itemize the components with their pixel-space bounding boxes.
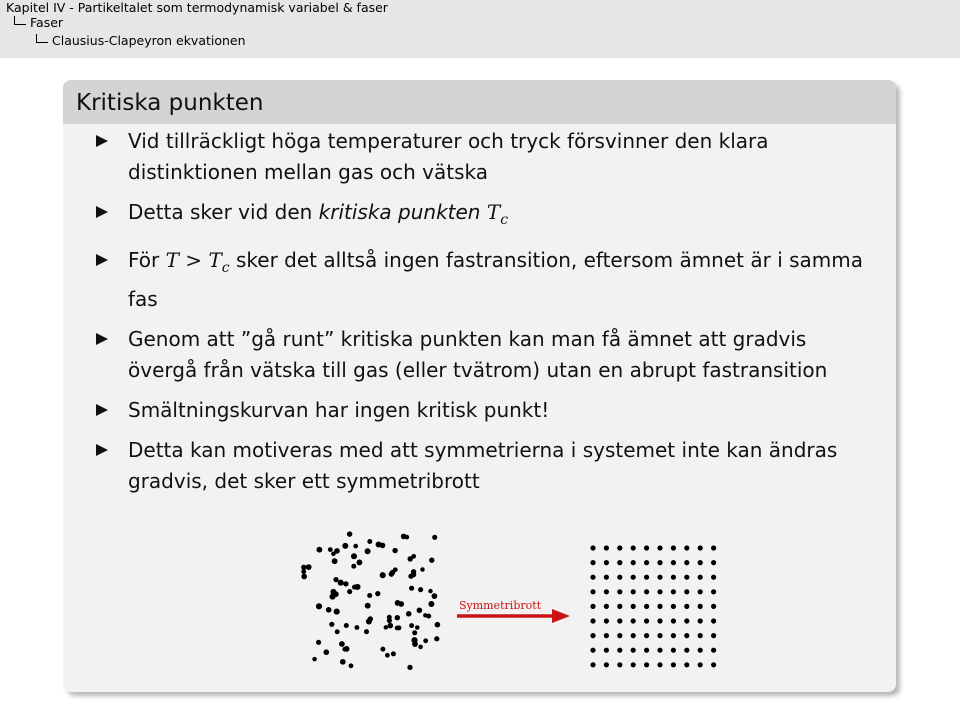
list-item	[63, 324, 896, 386]
section-title: Faser	[30, 15, 64, 30]
math-symbol: T	[208, 248, 222, 272]
math-subscript: c	[221, 260, 230, 276]
breadcrumb-subsection	[36, 33, 246, 48]
item-text: Detta sker vid den	[128, 200, 319, 224]
block-title: Kritiska punkten	[63, 80, 896, 124]
subsection-title: Clausius-Clapeyron ekvationen	[52, 33, 246, 48]
arrow-label: Symmetribrott	[459, 599, 542, 612]
list-item	[63, 197, 896, 236]
list-item	[63, 435, 896, 497]
item-text: Genom att ”gå runt” kritiska punkten kan man få ämnet att gradvis övergå från vätska till gas (eller tvätrom) utan en abrupt fastransition	[128, 327, 828, 382]
chapter-title: Kapitel IV - Partikeltalet som termodynamisk variabel & faser	[6, 0, 388, 15]
list-item	[63, 245, 896, 315]
triangle-bullet-icon	[96, 333, 108, 345]
math-symbol: T	[165, 248, 179, 272]
item-text: Vid tillräckligt höga temperaturer och tryck försvinner den klara distinktionen mellan gas och vätska	[128, 129, 769, 184]
math-operator: >	[178, 248, 209, 272]
item-text: Detta kan motiveras med att symmetrierna i systemet inte kan ändras gradvis, det sker ett symmetribrott	[128, 438, 838, 493]
tree-line-icon	[14, 16, 26, 25]
list-item	[63, 395, 896, 426]
math-symbol: T	[486, 200, 501, 224]
tree-line-icon	[36, 34, 48, 43]
bullet-list	[63, 126, 896, 506]
triangle-bullet-icon	[96, 206, 108, 218]
triangle-bullet-icon	[96, 254, 108, 266]
content-block	[63, 80, 896, 692]
item-text: Smältningskurvan har ingen kritisk punkt!	[128, 398, 550, 422]
triangle-bullet-icon	[96, 444, 108, 456]
triangle-bullet-icon	[96, 404, 108, 416]
item-text: För	[128, 248, 166, 272]
header-bar	[0, 0, 960, 58]
item-text: sker det alltså ingen fastransition, eftersom ämnet är i samma fas	[128, 248, 864, 311]
list-item	[63, 126, 896, 188]
triangle-bullet-icon	[96, 135, 108, 147]
breadcrumb-section	[14, 15, 63, 30]
math-subscript: c	[500, 212, 509, 228]
emphasis-text: kritiska punkten	[318, 200, 481, 224]
